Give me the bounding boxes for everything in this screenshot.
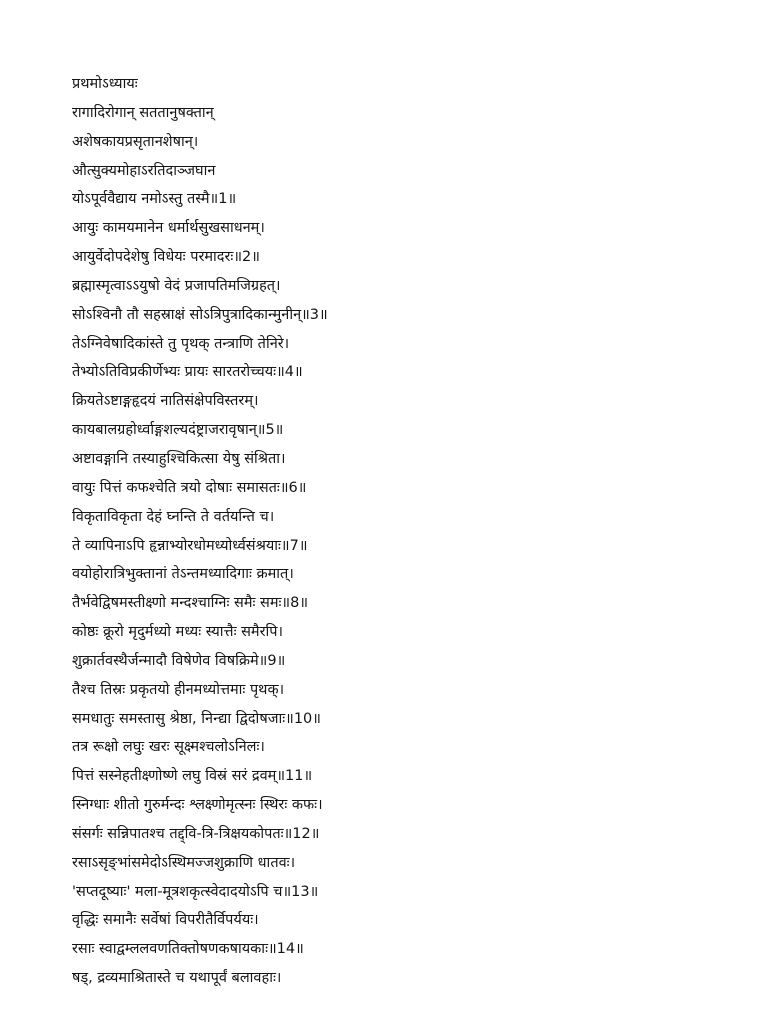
verse-line: आयुर्वेदोपदेशेषु विधेयः परमादरः॥2॥ (72, 249, 260, 266)
verse-line: क्रियतेऽष्टाङ्गहृदयं नातिसंक्षेपविस्तरम्। (72, 393, 259, 410)
verse-line: अशेषकायप्रसृतानशेषान्। (72, 133, 199, 150)
verse-line: अष्टावङ्गानि तस्याहुश्चिकित्सा येषु संश्रिता। (72, 450, 286, 467)
verse-line: स्निग्धाः शीतो गुरुर्मन्दः श्लक्ष्णोमृत्स्नः स्थिरः कफः। (72, 797, 323, 814)
verse-line: तेऽग्निवेषादिकांस्ते तु पृथक् तन्त्राणि तेनिरे। (72, 335, 290, 352)
verse-line: वयोहोरात्रिभुक्तानां तेऽन्तमध्यादिगाः क्रमात्। (72, 566, 294, 583)
verse-line: कायबालग्रहोर्ध्वाङ्गशल्यदंष्ट्राजरावृषान्॥5॥ (72, 422, 284, 439)
document-text (72, 70, 752, 993)
verse-line: ब्रह्मास्मृत्वाऽऽयुषो वेदं प्रजापतिमजिग्रहत्। (72, 277, 281, 294)
verse-line: वृद्धिः समानैः सर्वेषां विपरीतैर्विपर्ययः। (72, 912, 259, 929)
verse-line: औत्सुक्यमोहाऽरतिदाञ्जघान (72, 162, 216, 179)
verse-line: वायुः पित्तं कफश्चेति त्रयो दोषाः समासतः॥6॥ (72, 479, 307, 496)
verse-line: सोऽश्विनौ तौ सहस्राक्षं सोऽत्रिपुत्रादिकान्मुनीन्॥3॥ (72, 306, 328, 323)
chapter-title: प्रथमोऽध्यायः (72, 76, 138, 92)
verse-line: ते व्यापिनाऽपि हृन्नाभ्योरधोमध्योर्ध्वसंश्रयाः॥7॥ (72, 537, 308, 554)
verse-line: रागादिरोगान् सततानुषक्तान् (72, 104, 214, 121)
verse-line: विकृताविकृता देहं घ्नन्ति ते वर्तयन्ति च। (72, 508, 275, 525)
verse-line: कोष्ठः क्रूरो मृदुर्मध्यो मध्यः स्यात्तैः समैरपि। (72, 624, 283, 641)
verse-line: तैश्च तिस्रः प्रकृतयो हीनमध्योत्तमाः पृथक्। (72, 681, 285, 698)
verse-line: शुक्रार्तवस्थैर्जन्मादौ विषेणेव विषक्रिमे॥9॥ (72, 652, 286, 669)
verse-line: षड्, द्रव्यमाश्रितास्ते च यथापूर्वं बलावहाः। (72, 970, 282, 987)
verse-line: रसाः स्वाद्वम्ललवणतिक्तोषणकषायकाः॥14॥ (72, 941, 304, 958)
verse-line: 'सप्तदूष्याः' मला-मूत्रशकृत्स्वेदादयोऽपि च॥13॥ (72, 883, 319, 900)
verse-line: तत्र रूक्षो लघुः खरः सूक्ष्मश्चलोऽनिलः। (72, 739, 265, 756)
verse-line: रसाऽसृङ्भांसमेदोऽस्थिमज्जशुक्राणि धातवः। (72, 854, 296, 871)
verse-line: तेभ्योऽतिविप्रकीर्णेभ्यः प्रायः सारतरोच्चयः॥4॥ (72, 364, 303, 381)
verse-line: संसर्गः सन्निपातश्च तद्द्वि-त्रि-त्रिक्षयकोपतः॥12॥ (72, 825, 320, 842)
verse-line: तैर्भवेद्विषमस्तीक्ष्णो मन्दश्चाग्निः समैः समः॥8॥ (72, 595, 309, 612)
verse-line: योऽपूर्ववैद्याय नमोऽस्तु तस्मै॥1॥ (72, 191, 237, 208)
verse-line: समधातुः समस्तासु श्रेष्ठा, निन्द्या द्विदोषजाः॥10॥ (72, 710, 321, 727)
verse-line: आयुः कामयमानेन धर्मार्थसुखसाधनम्। (72, 220, 265, 237)
verse-line: पित्तं सस्नेहतीक्ष्णोष्णे लघु विस्रं सरं द्रवम्॥11॥ (72, 768, 313, 785)
